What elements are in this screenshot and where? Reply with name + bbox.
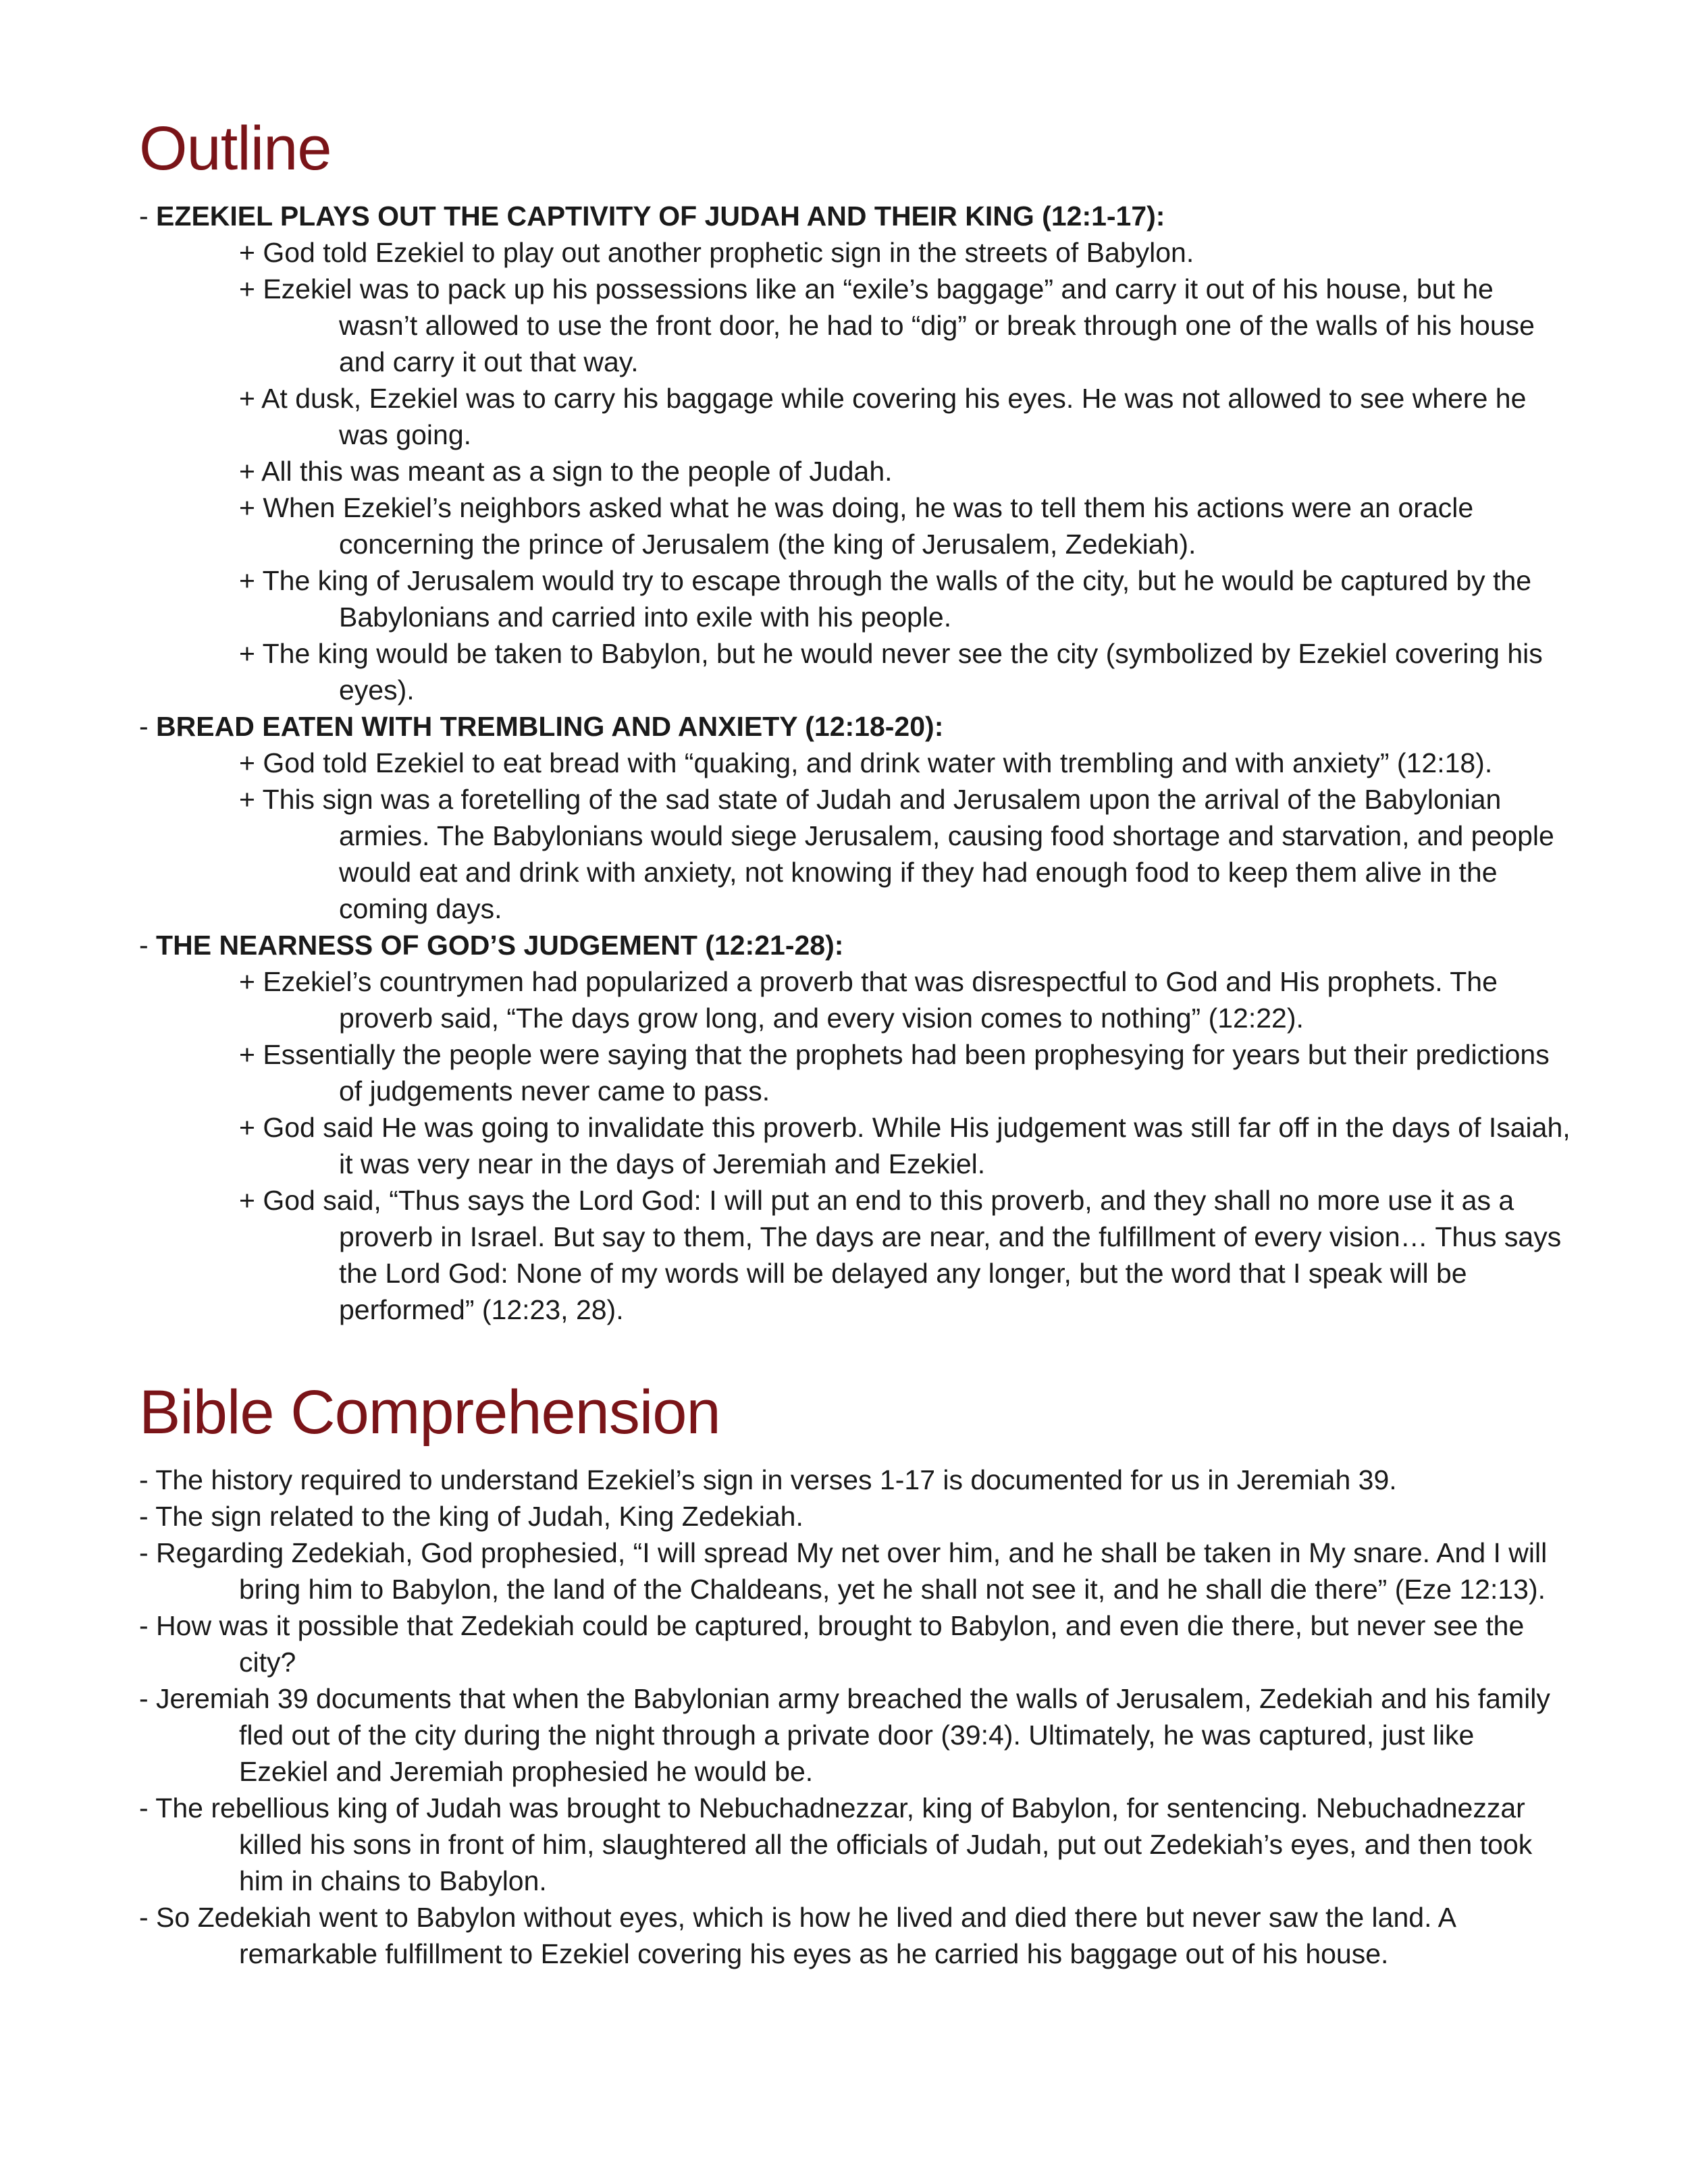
outline-item: + God told Ezekiel to play out another prophetic sign in the streets of Babylon. bbox=[239, 237, 1194, 268]
section-title: - EZEKIEL PLAYS OUT THE CAPTIVITY OF JUDAH AND THEIR KING (12:1-17): bbox=[139, 201, 1165, 232]
outline-item: + God said, “Thus says the Lord God: I will put an end to this proverb, and they shall no more use it as a proverb in Israel. But say to them, The days are near, and the fulfillment of every vision… Thus says the Lord God: None of my words will be delayed any longer, but the word that I speak will be performed” (12:23, 28). bbox=[239, 1185, 1562, 1325]
outline-item: + At dusk, Ezekiel was to carry his baggage while covering his eyes. He was not allowed to see where he was going. bbox=[239, 383, 1527, 450]
outline-item: + When Ezekiel’s neighbors asked what he was doing, he was to tell them his actions were an oracle concerning the prince of Jerusalem (the king of Jerusalem, Zedekiah). bbox=[239, 492, 1474, 560]
outline-item: + Essentially the people were saying that the prophets had been prophesying for years but their predictions of judgements never came to pass. bbox=[239, 1039, 1550, 1107]
document-page bbox=[139, 111, 1571, 1972]
comprehension-item: - Jeremiah 39 documents that when the Babylonian army breached the walls of Jerusalem, Zedekiah and his family fled out of the city during the night through a private door (39:4). Ultimately, he was captured, just like Ezekiel and Jeremiah prophesied he would be. bbox=[139, 1683, 1550, 1787]
comprehension-item: - The rebellious king of Judah was brought to Nebuchadnezzar, king of Babylon, for sentencing. Nebuchadnezzar killed his sons in front of him, slaughtered all the officials of Judah, put out Zedekiah’s eyes, and then took him in chains to Babylon. bbox=[139, 1792, 1533, 1896]
outline-section bbox=[139, 708, 1571, 927]
outline-item: + The king of Jerusalem would try to escape through the walls of the city, but he would be captured by the Babylonians and carried into exile with his people. bbox=[239, 565, 1532, 633]
section-title-text: BREAD EATEN WITH TREMBLING AND ANXIETY (12:18-20): bbox=[156, 711, 944, 742]
outline-item: + God said He was going to invalidate this proverb. While His judgement was still far off in the days of Isaiah, it was very near in the days of Jeremiah and Ezekiel. bbox=[239, 1112, 1571, 1179]
section-title-text: EZEKIEL PLAYS OUT THE CAPTIVITY OF JUDAH AND THEIR KING (12:1-17): bbox=[156, 201, 1165, 232]
comprehension-item: - The sign related to the king of Judah, King Zedekiah. bbox=[139, 1501, 803, 1532]
outline-section bbox=[139, 927, 1571, 1328]
outline-item: + All this was meant as a sign to the people of Judah. bbox=[239, 456, 893, 487]
outline-heading: Outline bbox=[139, 114, 332, 183]
outline-section bbox=[139, 198, 1571, 708]
comprehension-item: - Regarding Zedekiah, God prophesied, “I will spread My net over him, and he shall be taken in My snare. And I will bring him to Babylon, the land of the Chaldeans, yet he shall not see it, and he shall die there” (Eze 12:13). bbox=[139, 1537, 1548, 1605]
section-title: - THE NEARNESS OF GOD’S JUDGEMENT (12:21-28): bbox=[139, 930, 844, 961]
section-title: - BREAD EATEN WITH TREMBLING AND ANXIETY (12:18-20): bbox=[139, 711, 944, 742]
bible-comprehension-list bbox=[139, 1462, 1571, 1972]
section-title-text: THE NEARNESS OF GOD’S JUDGEMENT (12:21-28): bbox=[156, 930, 844, 961]
outline-item: + Ezekiel’s countrymen had popularized a proverb that was disrespectful to God and His prophets. The proverb said, “The days grow long, and every vision comes to nothing” (12:22). bbox=[239, 966, 1498, 1034]
bible-comprehension-heading: Bible Comprehension bbox=[139, 1378, 720, 1447]
comprehension-item: - The history required to understand Ezekiel’s sign in verses 1-17 is documented for us in Jeremiah 39. bbox=[139, 1464, 1397, 1495]
outline-item: + Ezekiel was to pack up his possessions like an “exile’s baggage” and carry it out of his house, but he wasn’t allowed to use the front door, he had to “dig” or break through one of the walls of his house and carry it out that way. bbox=[239, 273, 1535, 377]
outline-item: + The king would be taken to Babylon, but he would never see the city (symbolized by Ezekiel covering his eyes). bbox=[239, 638, 1543, 705]
comprehension-item: - So Zedekiah went to Babylon without eyes, which is how he lived and died there but never saw the land. A remarkable fulfillment to Ezekiel covering his eyes as he carried his baggage out of his house. bbox=[139, 1902, 1455, 1969]
comprehension-item: - How was it possible that Zedekiah could be captured, brought to Babylon, and even die there, but never see the city? bbox=[139, 1610, 1525, 1678]
outline-item: + God told Ezekiel to eat bread with “quaking, and drink water with trembling and with anxiety” (12:18). bbox=[239, 747, 1493, 778]
outline-item: + This sign was a foretelling of the sad state of Judah and Jerusalem upon the arrival of the Babylonian armies. The Babylonians would siege Jerusalem, causing food shortage and starvation, and people would eat and drink with anxiety, not knowing if they had enough food to keep them alive in the coming days. bbox=[239, 784, 1554, 924]
